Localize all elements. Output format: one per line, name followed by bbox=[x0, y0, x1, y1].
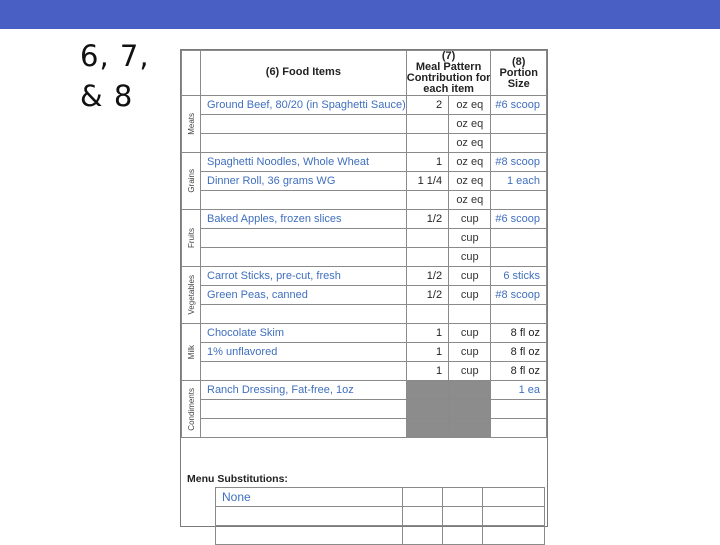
meal-pattern-unit-cell: cup bbox=[449, 362, 491, 381]
meal-pattern-header-line: Meal Pattern bbox=[415, 61, 482, 73]
form-row bbox=[182, 324, 547, 343]
category-cell bbox=[182, 96, 201, 153]
meal-pattern-header-line: (7) bbox=[441, 50, 456, 62]
category-label: Grains bbox=[186, 169, 196, 193]
meal-pattern-unit-cell: cup bbox=[449, 248, 491, 267]
substitution-row bbox=[216, 507, 545, 526]
substitution-row bbox=[216, 526, 545, 545]
meal-pattern-unit-cell bbox=[449, 381, 491, 400]
substitution-empty-cell bbox=[443, 507, 483, 526]
food-item-cell bbox=[201, 115, 407, 134]
meal-pattern-qty-cell: 1 bbox=[406, 343, 448, 362]
food-item-cell bbox=[201, 229, 407, 248]
portion-size-cell: 1 each bbox=[491, 172, 547, 191]
substitution-empty-cell bbox=[443, 488, 483, 507]
meal-pattern-qty-cell bbox=[406, 419, 448, 438]
food-item-cell bbox=[201, 419, 407, 438]
meal-pattern-unit-cell: cup bbox=[449, 324, 491, 343]
meal-pattern-qty-cell: 1 bbox=[406, 324, 448, 343]
meal-pattern-unit-cell: cup bbox=[449, 267, 491, 286]
portion-size-cell: #6 scoop bbox=[491, 96, 547, 115]
meal-pattern-qty-cell bbox=[406, 115, 448, 134]
meal-pattern-unit-cell bbox=[449, 400, 491, 419]
category-wrap bbox=[182, 153, 200, 209]
portion-size-header bbox=[491, 51, 547, 96]
form-row bbox=[182, 96, 547, 115]
portion-size-cell: 8 fl oz bbox=[491, 324, 547, 343]
form-row bbox=[182, 362, 547, 381]
food-item-cell bbox=[201, 400, 407, 419]
food-item-cell bbox=[201, 191, 407, 210]
meal-pattern-qty-cell bbox=[406, 134, 448, 153]
food-item-cell: 1% unflavored bbox=[201, 343, 407, 362]
food-item-cell bbox=[201, 248, 407, 267]
substitution-empty-cell bbox=[443, 526, 483, 545]
category-wrap bbox=[182, 381, 200, 437]
meal-pattern-qty-cell bbox=[406, 400, 448, 419]
substitution-empty-cell bbox=[403, 488, 443, 507]
form-row bbox=[182, 381, 547, 400]
category-cell bbox=[182, 381, 201, 438]
food-item-cell: Dinner Roll, 36 grams WG bbox=[201, 172, 407, 191]
category-wrap bbox=[182, 267, 200, 323]
meal-pattern-unit-cell: oz eq bbox=[449, 96, 491, 115]
form-row bbox=[182, 115, 547, 134]
food-item-cell bbox=[201, 305, 407, 324]
meal-pattern-header-line: Contribution for bbox=[406, 72, 491, 84]
slide-title bbox=[80, 36, 150, 116]
category-header-cell bbox=[182, 51, 201, 96]
substitution-item bbox=[216, 507, 403, 526]
form-row bbox=[182, 419, 547, 438]
menu-substitutions-label: Menu Substitutions: bbox=[187, 473, 288, 485]
category-cell bbox=[182, 210, 201, 267]
meal-pattern-qty-cell bbox=[406, 229, 448, 248]
portion-size-cell: #8 scoop bbox=[491, 153, 547, 172]
meal-pattern-qty-cell: 2 bbox=[406, 96, 448, 115]
form-row bbox=[182, 400, 547, 419]
meal-pattern-qty-cell: 1 bbox=[406, 362, 448, 381]
portion-size-cell bbox=[491, 419, 547, 438]
slide-header-bar bbox=[0, 0, 720, 29]
form-row bbox=[182, 248, 547, 267]
food-item-cell: Carrot Sticks, pre-cut, fresh bbox=[201, 267, 407, 286]
substitution-empty-cell bbox=[403, 526, 443, 545]
slide-title-line: 6, 7, bbox=[80, 39, 150, 73]
category-wrap bbox=[182, 96, 200, 152]
portion-size-cell: #8 scoop bbox=[491, 286, 547, 305]
form-row bbox=[182, 343, 547, 362]
meal-pattern-unit-cell: oz eq bbox=[449, 115, 491, 134]
portion-size-cell: 8 fl oz bbox=[491, 362, 547, 381]
substitution-item: None bbox=[216, 488, 403, 507]
meal-pattern-unit-cell: cup bbox=[449, 286, 491, 305]
substitution-empty-cell bbox=[483, 526, 545, 545]
category-cell bbox=[182, 324, 201, 381]
form-row bbox=[182, 134, 547, 153]
slide-title-line: & 8 bbox=[80, 79, 134, 113]
category-cell bbox=[182, 153, 201, 210]
portion-size-cell: 6 sticks bbox=[491, 267, 547, 286]
food-item-cell bbox=[201, 134, 407, 153]
meal-pattern-qty-cell bbox=[406, 381, 448, 400]
food-item-cell: Spaghetti Noodles, Whole Wheat bbox=[201, 153, 407, 172]
substitution-item bbox=[216, 526, 403, 545]
category-wrap bbox=[182, 324, 200, 380]
menu-form-table bbox=[181, 50, 547, 438]
portion-size-cell: 8 fl oz bbox=[491, 343, 547, 362]
substitution-empty-cell bbox=[483, 507, 545, 526]
menu-form-sheet bbox=[180, 49, 548, 527]
meal-pattern-qty-cell bbox=[406, 305, 448, 324]
form-row bbox=[182, 286, 547, 305]
meal-pattern-unit-cell: cup bbox=[449, 343, 491, 362]
portion-header-line: Portion bbox=[499, 66, 538, 79]
food-item-cell: Green Peas, canned bbox=[201, 286, 407, 305]
meal-pattern-unit-cell: oz eq bbox=[449, 172, 491, 191]
portion-size-cell bbox=[491, 400, 547, 419]
food-item-cell: Chocolate Skim bbox=[201, 324, 407, 343]
substitution-empty-cell bbox=[403, 507, 443, 526]
meal-pattern-qty-cell: 1/2 bbox=[406, 286, 448, 305]
substitutions-table bbox=[215, 487, 545, 545]
category-label: Milk bbox=[186, 344, 196, 360]
meal-pattern-unit-cell bbox=[449, 419, 491, 438]
meal-pattern-qty-cell: 1/2 bbox=[406, 267, 448, 286]
meal-pattern-qty-cell bbox=[406, 248, 448, 267]
food-item-cell: Ground Beef, 80/20 (in Spaghetti Sauce) bbox=[201, 96, 407, 115]
portion-size-cell bbox=[491, 305, 547, 324]
meal-pattern-unit-cell: oz eq bbox=[449, 134, 491, 153]
meal-pattern-unit-cell: cup bbox=[449, 210, 491, 229]
meal-pattern-qty-cell: 1 bbox=[406, 153, 448, 172]
category-label: Meats bbox=[186, 113, 196, 135]
substitution-empty-cell bbox=[483, 488, 545, 507]
portion-header-line: (8) bbox=[512, 55, 526, 68]
food-item-cell bbox=[201, 362, 407, 381]
form-row bbox=[182, 305, 547, 324]
portion-size-cell bbox=[491, 115, 547, 134]
food-item-cell: Baked Apples, frozen slices bbox=[201, 210, 407, 229]
meal-pattern-unit-cell: oz eq bbox=[449, 191, 491, 210]
form-row bbox=[182, 191, 547, 210]
meal-pattern-qty-cell bbox=[406, 191, 448, 210]
form-header-row bbox=[182, 51, 547, 96]
portion-size-cell: #6 scoop bbox=[491, 210, 547, 229]
portion-size-cell bbox=[491, 248, 547, 267]
form-row bbox=[182, 210, 547, 229]
category-wrap bbox=[182, 210, 200, 266]
category-label: Vegetables bbox=[186, 275, 196, 315]
portion-size-cell bbox=[491, 229, 547, 248]
meal-pattern-header-line: each item bbox=[423, 83, 474, 95]
portion-size-cell bbox=[491, 191, 547, 210]
form-row bbox=[182, 153, 547, 172]
portion-size-cell: 1 ea bbox=[491, 381, 547, 400]
meal-pattern-unit-cell: oz eq bbox=[449, 153, 491, 172]
substitution-row bbox=[216, 488, 545, 507]
category-cell bbox=[182, 267, 201, 324]
meal-pattern-qty-cell: 1/2 bbox=[406, 210, 448, 229]
portion-size-cell bbox=[491, 134, 547, 153]
meal-pattern-unit-cell: cup bbox=[449, 229, 491, 248]
category-label: Fruits bbox=[186, 228, 196, 248]
category-label: Condiments bbox=[186, 387, 196, 431]
meal-pattern-qty-cell: 1 1/4 bbox=[406, 172, 448, 191]
portion-header-line: Size bbox=[507, 77, 530, 90]
form-row bbox=[182, 267, 547, 286]
form-row bbox=[182, 172, 547, 191]
form-row bbox=[182, 229, 547, 248]
meal-pattern-unit-cell bbox=[449, 305, 491, 324]
food-item-cell: Ranch Dressing, Fat-free, 1oz bbox=[201, 381, 407, 400]
food-items-header: (6) Food Items bbox=[201, 51, 407, 96]
meal-pattern-header bbox=[406, 51, 491, 96]
